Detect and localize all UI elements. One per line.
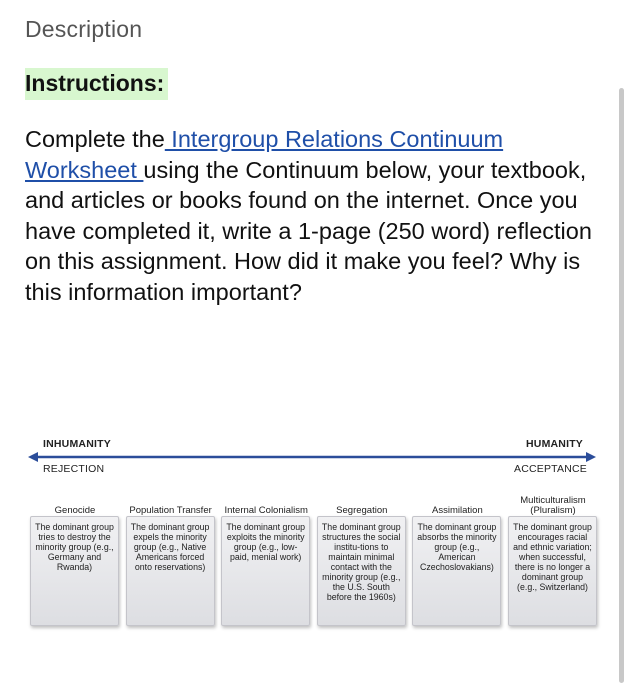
stage-title: Segregation [336, 505, 388, 516]
body-lead: Complete the [25, 126, 165, 152]
stage-card: The dominant group absorbs the minority group (e.g., American Czechoslovakians) [412, 516, 501, 626]
stage-title: Multiculturalism (Pluralism) [520, 495, 586, 516]
continuum-double-arrow-icon [28, 449, 596, 465]
stage-title: Assimilation [432, 505, 483, 516]
stage-card: The dominant group encourages racial and ethnic variation; when successful, there is no longer a dominant group (e.g., Switzerland) [508, 516, 597, 626]
instructions-body [25, 124, 610, 307]
stage-title: Genocide [54, 505, 96, 516]
instructions-label: Instructions: [25, 68, 168, 100]
label-acceptance: ACCEPTANCE [514, 463, 587, 475]
stage-card: The dominant group expels the minority group (e.g., Native Americans forced onto reservations) [126, 516, 215, 626]
continuum-figure [0, 430, 615, 670]
stage-card: The dominant group exploits the minority group (e.g., low-paid, menial work) [221, 516, 310, 626]
label-inhumanity: INHUMANITY [43, 438, 111, 450]
body-rest: using the Continuum below, your textbook, and articles or books found on the internet. Once you have completed it, write a 1-page (250 word) reflection on this assignment. How did it make you feel? Why is this information important? [25, 156, 592, 305]
scrollbar[interactable] [619, 88, 624, 683]
label-humanity: HUMANITY [526, 438, 584, 450]
stage-card: The dominant group tries to destroy the minority group (e.g., Germany and Rwanda) [30, 516, 119, 626]
label-rejection: REJECTION [43, 463, 105, 475]
worksheet-link[interactable]: Intergroup Relations Continuum Worksheet [25, 126, 504, 183]
stage-title: Population Transfer [129, 505, 212, 516]
stage-title: Internal Colonialism [224, 505, 308, 516]
description-heading: Description [25, 16, 143, 42]
stage-card: The dominant group structures the social institu-tions to maintain minimal contact with the minority group (e.g., the U.S. South before the 1960s) [317, 516, 406, 626]
